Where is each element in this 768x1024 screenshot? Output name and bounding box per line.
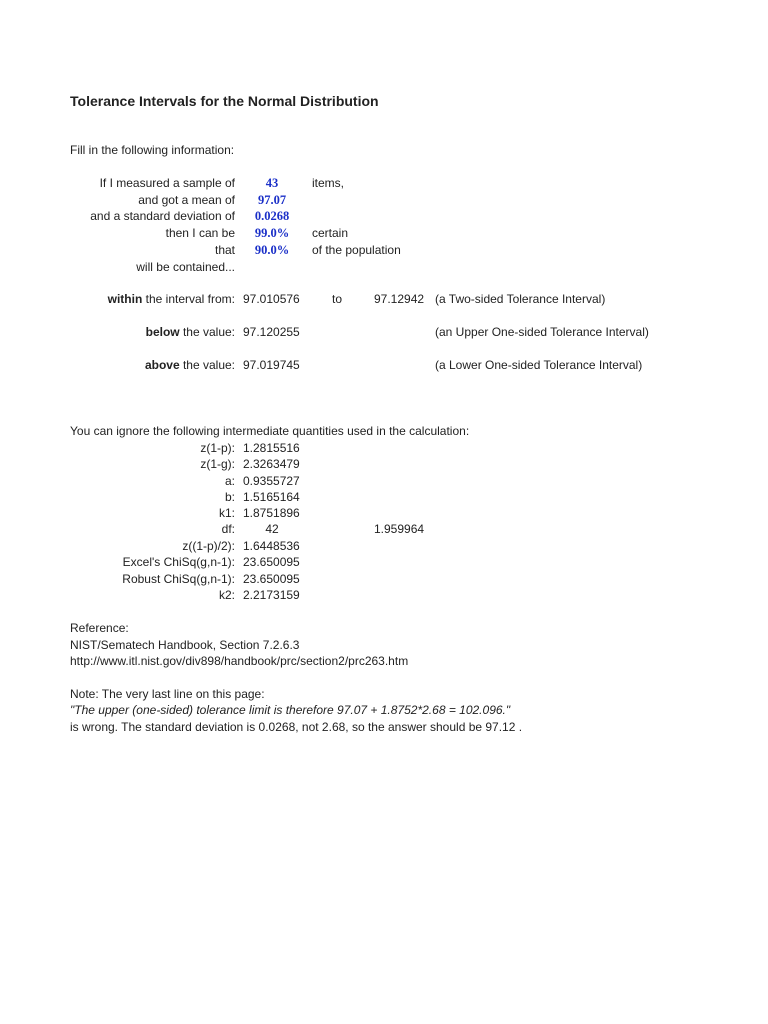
within-keyword: within <box>107 292 143 306</box>
reference-label: Reference: <box>70 621 129 635</box>
std-dev-label: and a standard deviation of <box>90 209 235 223</box>
within-label <box>108 292 235 306</box>
instructions-text: Fill in the following information: <box>70 143 235 157</box>
note-line-1: Note: The very last line on this page: <box>70 687 265 701</box>
within-label-rest: the interval from: <box>142 292 235 306</box>
coverage-label: that <box>214 243 235 257</box>
page-title: Tolerance Intervals for the Normal Distribution <box>70 93 379 109</box>
intermediate-value: 2.3263479 <box>243 457 300 471</box>
intermediate-value: 1.8751896 <box>243 506 300 520</box>
intermediate-value: 1.6448536 <box>243 539 300 553</box>
below-value: 97.120255 <box>243 325 300 339</box>
intermediate-value: 0.9355727 <box>243 474 300 488</box>
sample-size-input[interactable]: 43 <box>265 176 279 190</box>
intermediate-value: 1.5165164 <box>243 490 300 504</box>
intermediate-label: Robust ChiSq(g,n-1): <box>122 572 235 586</box>
mean-label: and got a mean of <box>138 193 235 207</box>
intermediate-value: 23.650095 <box>243 572 300 586</box>
within-note: (a Two-sided Tolerance Interval) <box>435 292 606 306</box>
mean-input[interactable]: 97.07 <box>257 193 287 207</box>
std-dev-input[interactable]: 0.0268 <box>254 209 290 223</box>
sample-size-label: If I measured a sample of <box>99 176 235 190</box>
intermediate-value: 1.2815516 <box>243 441 300 455</box>
intermediate-heading: You can ignore the following intermediate quantities used in the calculation: <box>70 424 470 438</box>
coverage-input[interactable]: 90.0% <box>254 243 290 257</box>
coverage-unit: of the population <box>312 243 401 257</box>
reference-source: NIST/Sematech Handbook, Section 7.2.6.3 <box>70 638 300 652</box>
intermediate-value: 42 <box>265 522 279 536</box>
reference-url[interactable]: http://www.itl.nist.gov/div898/handbook/prc/section2/prc263.htm <box>70 654 409 668</box>
above-keyword: above <box>144 358 180 372</box>
intermediate-label: a: <box>224 474 235 488</box>
intermediate-label: b: <box>224 490 235 504</box>
intermediate-label: k1: <box>218 506 235 520</box>
above-note: (a Lower One-sided Tolerance Interval) <box>435 358 643 372</box>
intermediate-value: 23.650095 <box>243 555 300 569</box>
intermediate-label: Excel's ChiSq(g,n-1): <box>122 555 235 569</box>
within-lower-value: 97.010576 <box>243 292 300 306</box>
below-label-rest: the value: <box>179 325 235 339</box>
confidence-unit: certain <box>312 226 349 240</box>
above-label-rest: the value: <box>179 358 235 372</box>
note-line-3: is wrong. The standard deviation is 0.0268, not 2.68, so the answer should be 97.12 . <box>70 720 523 734</box>
intermediate-label: z((1-p)/2): <box>182 539 235 553</box>
intermediate-label: z(1-g): <box>200 457 235 471</box>
confidence-input[interactable]: 99.0% <box>254 226 290 240</box>
note-quote: "The upper (one-sided) tolerance limit is therefore 97.07 + 1.8752*2.68 = 102.096." <box>70 703 511 717</box>
contained-label: will be contained... <box>136 260 235 274</box>
intermediate-label: z(1-p): <box>200 441 235 455</box>
sample-size-unit: items, <box>312 176 345 190</box>
within-upper-value: 97.12942 <box>374 292 425 306</box>
intermediate-value: 2.2173159 <box>243 588 300 602</box>
within-to-text: to <box>332 292 343 306</box>
intermediate-label: df: <box>221 522 235 536</box>
above-label <box>145 358 235 372</box>
below-label <box>146 325 235 339</box>
below-note: (an Upper One-sided Tolerance Interval) <box>435 325 649 339</box>
intermediate-label: k2: <box>218 588 235 602</box>
confidence-label: then I can be <box>165 226 235 240</box>
df-extra-value: 1.959964 <box>374 522 425 536</box>
above-value: 97.019745 <box>243 358 300 372</box>
below-keyword: below <box>145 325 180 339</box>
